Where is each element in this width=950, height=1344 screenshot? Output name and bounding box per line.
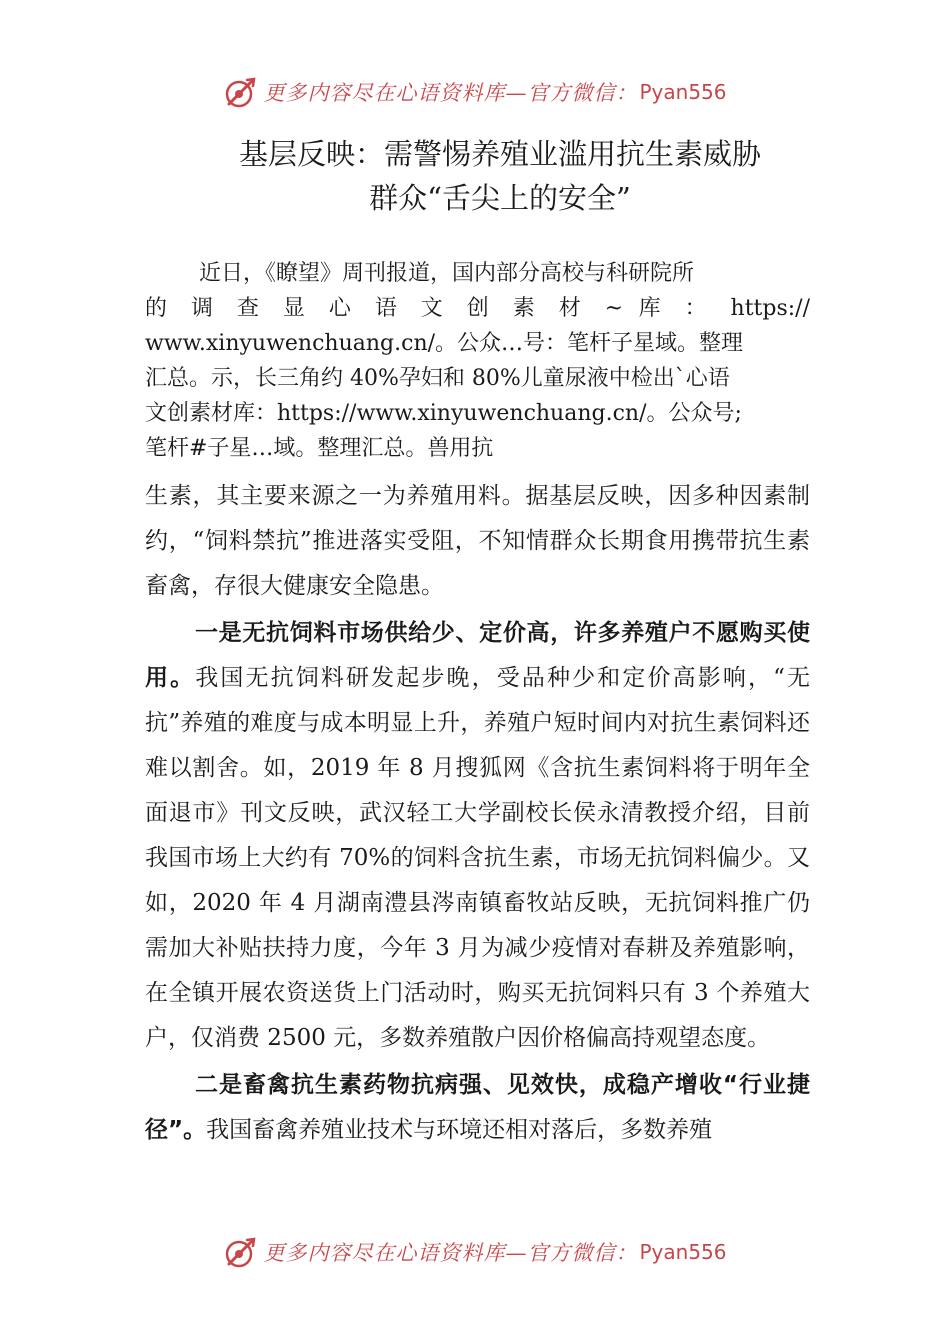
intro-block <box>145 256 810 466</box>
library-logo-icon <box>223 1234 259 1270</box>
banner-wechat-id: Pyan556 <box>639 1240 727 1264</box>
document-body <box>145 256 810 1153</box>
banner-text: 更多内容尽在心语资料库—官方微信： <box>263 81 638 105</box>
header-banner <box>0 72 950 112</box>
paragraph-3-heading: 二是畜禽抗生素药物抗病强、见效快，成稳产增收“行业捷径”。 <box>145 1072 810 1143</box>
banner-text: 更多内容尽在心语资料库—官方微信： <box>263 1241 638 1265</box>
footer-banner <box>0 1232 950 1272</box>
intro-line-3: www.xinyuwenchuang.cn/。公众…号：笔杆子星域。整理 <box>145 331 744 356</box>
intro-line-6: 笔杆#子星…域。整理汇总。兽用抗 <box>145 436 494 461</box>
paragraph-3-text: 我国畜禽养殖业技术与环境还相对落后，多数养殖 <box>206 1117 713 1143</box>
paragraph-3 <box>145 1063 810 1153</box>
intro-line-1: 近日，《瞭望》周刊报道，国内部分高校与科研院所 <box>199 261 695 286</box>
main-paragraphs <box>145 474 810 1153</box>
paragraph-2-text: 我国无抗饲料研发起步晚，受品种少和定价高影响，“无抗”养殖的难度与成本明显上升，养殖户短时间内对抗生素饲料还难以割舍。如，2019 年 8 月搜狐网《含抗生素饲料将于明年全面退市》刊文反映，武汉轻工大学副校长侯永清教授介绍，目前我国市场上大约有 70%的饲料含抗生素，市场无抗饲料偏少。又如，2020 年 4 月湖南澧县涔南镇畜牧站反映，无抗饲料推广仍需加大补贴扶持力度，今年 3 月为减少疫情对春耕及养殖影响，在全镇开展农资送货上门活动时，购买无抗饲料只有 3 个养殖大户，仅消费 2500 元，多数养殖散户因价格偏高持观望态度。 <box>145 665 810 1051</box>
title-line-2: 群众“舌尖上的安全” <box>369 181 631 215</box>
paragraph-2-heading: 一是无抗饲料市场供给少、定价高，许多养殖户不愿购买使用。 <box>145 620 810 691</box>
intro-line-4: 汇总。示，长三角约 40%孕妇和 80%儿童尿液中检出`心语 <box>145 366 730 391</box>
paragraph-2 <box>145 611 810 1061</box>
title-line-1: 基层反映：需警惕养殖业滥用抗生素威胁 <box>238 137 761 171</box>
intro-line-5: 文创素材库：https://www.xinyuwenchuang.cn/。公众号; <box>145 401 742 426</box>
intro-line-2: 的 调 查 显 心 语 文 创 素 材 ~ 库 ： https:// <box>145 296 810 321</box>
banner-wechat-id: Pyan556 <box>639 80 727 104</box>
document-title <box>100 132 900 220</box>
library-logo-icon <box>223 74 259 110</box>
paragraph-1: 生素，其主要来源之一为养殖用料。据基层反映，因多种因素制约，“饲料禁抗”推进落实受阻，不知情群众长期食用携带抗生素畜禽，存很大健康安全隐患。 <box>145 483 810 599</box>
